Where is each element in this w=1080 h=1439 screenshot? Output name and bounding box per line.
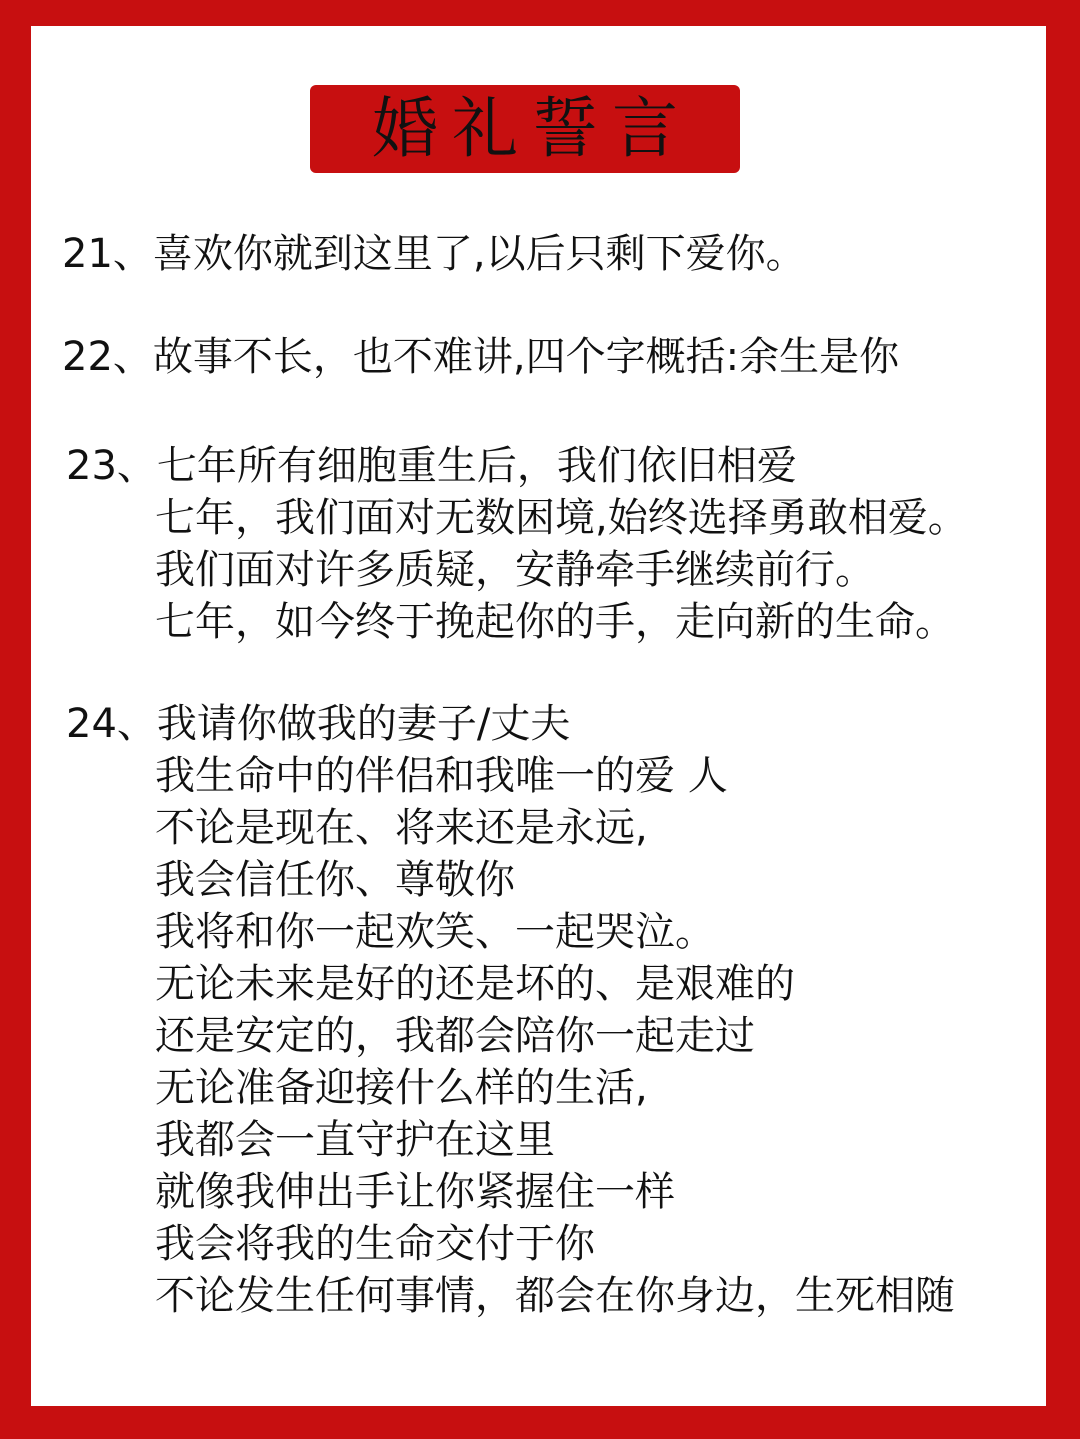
vow-line	[0, 1114, 1080, 1166]
vow-text: 我请你做我的妻子/丈夫	[156, 701, 571, 747]
title-banner	[310, 85, 740, 173]
vow-text: 故事不长，也不难讲,四个字概括:余生是你	[152, 334, 900, 380]
vow-24	[0, 698, 1080, 1322]
vow-line	[0, 854, 1080, 906]
vow-text: 就像我伸出手让你紧握住一样	[155, 1169, 675, 1215]
vow-text: 我生命中的伴侣和我唯一的爱 人	[155, 753, 728, 799]
vow-text: 不论发生任何事情，都会在你身边，生死相随	[155, 1273, 955, 1319]
vow-line	[0, 1062, 1080, 1114]
vow-text: 我都会一直守护在这里	[155, 1117, 555, 1163]
vow-text: 无论准备迎接什么样的生活,	[155, 1065, 648, 1111]
vow-21	[0, 228, 1080, 280]
vow-line	[0, 906, 1080, 958]
vow-line	[0, 492, 1080, 544]
vow-text: 我们面对许多质疑，安静牵手继续前行。	[155, 547, 875, 593]
vow-line	[0, 1166, 1080, 1218]
vow-text: 喜欢你就到这里了,以后只剩下爱你。	[152, 231, 806, 277]
page-title: 婚礼誓言	[372, 90, 692, 167]
vow-23	[0, 440, 1080, 648]
vow-number: 21、	[62, 231, 153, 277]
vow-22	[0, 331, 1080, 383]
vow-line	[0, 802, 1080, 854]
vow-line	[0, 698, 1080, 750]
vow-text: 我会将我的生命交付于你	[155, 1221, 595, 1267]
vow-line	[0, 440, 1080, 492]
vow-line	[0, 750, 1080, 802]
vow-number: 24、	[66, 701, 157, 747]
vow-text: 我将和你一起欢笑、一起哭泣。	[155, 909, 715, 955]
vow-line	[0, 1270, 1080, 1322]
vow-line	[0, 958, 1080, 1010]
vow-line	[0, 1010, 1080, 1062]
vow-text: 七年，我们面对无数困境,始终选择勇敢相爱。	[155, 495, 968, 541]
vow-line	[0, 228, 1080, 280]
vow-text: 无论未来是好的还是坏的、是艰难的	[155, 961, 795, 1007]
vow-line	[0, 544, 1080, 596]
vow-text: 还是安定的，我都会陪你一起走过	[155, 1013, 755, 1059]
vow-line	[0, 1218, 1080, 1270]
vow-line	[0, 596, 1080, 648]
vow-text: 七年所有细胞重生后，我们依旧相爱	[156, 443, 797, 489]
vow-line	[0, 331, 1080, 383]
vow-number: 22、	[62, 334, 153, 380]
vow-text: 我会信任你、尊敬你	[155, 857, 515, 903]
vow-text: 七年，如今终于挽起你的手，走向新的生命。	[155, 599, 955, 645]
vow-number: 23、	[66, 443, 157, 489]
vow-text: 不论是现在、将来还是永远,	[155, 805, 648, 851]
